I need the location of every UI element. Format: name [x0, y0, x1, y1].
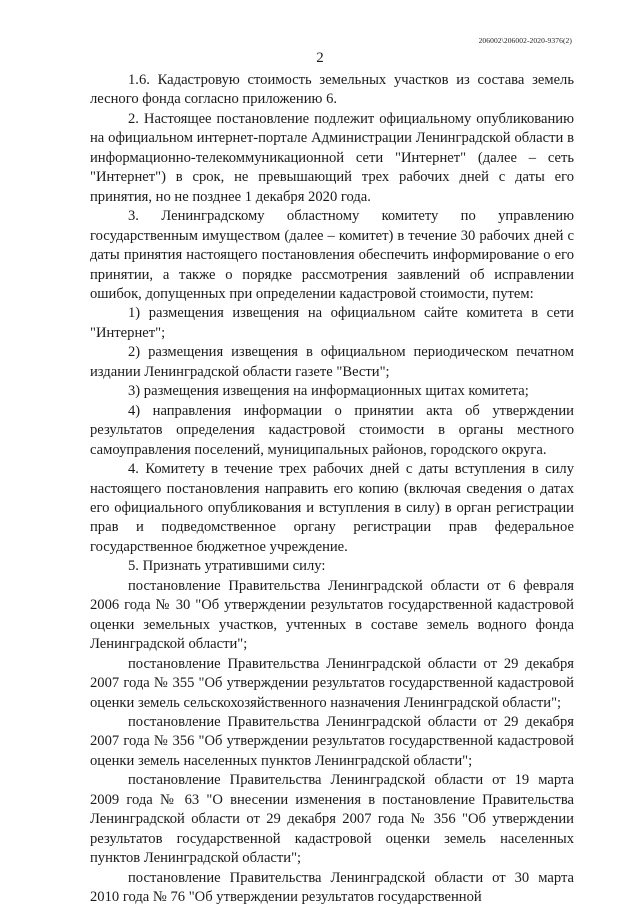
paragraph-2: 2. Настоящее постановление подлежит официальному опубликованию на официальном интернет-портале Администрации Ленинградской области в информационно-телекоммуникационной сети "Интернет" (далее – сеть "Интернет") в срок, не превышающий трех рабочих дней с даты его принятия, но не позднее 1 декабря 2020 года.: [90, 110, 574, 205]
list-item-3-2: 2) размещения извещения в официальном периодическом печатном издании Ленинградской области газете "Вести";: [90, 344, 574, 380]
repealed-act-3: постановление Правительства Ленинградской области от 29 декабря 2007 года № 356 "Об утверждении результатов государственной кадастровой оценки земель населенных пунктов Ленинградской области";: [90, 713, 574, 769]
document-body: [90, 71, 574, 907]
page-number: 2: [316, 50, 324, 66]
list-item-3-4: 4) направления информации о принятии акта об утверждении результатов определения кадастровой стоимости в органы местного самоуправления поселений, муниципальных районов, городского округа.: [90, 402, 574, 458]
paragraph-1-6: 1.6. Кадастровую стоимость земельных участков из состава земель лесного фонда согласно приложению 6.: [90, 72, 574, 108]
paragraph-5: 5. Признать утратившими силу:: [128, 558, 326, 575]
list-item-3-1: 1) размещения извещения на официальном сайте комитета в сети "Интернет";: [90, 305, 574, 341]
repealed-act-4: постановление Правительства Ленинградской области от 19 марта 2009 года № 63 "О внесении изменения в постановление Правительства Ленинградской области от 29 декабря 2007 года № 356 "Об утверждении результатов государственной кадастровой оценки земель населенных пунктов Ленинградской области";: [90, 772, 574, 867]
repealed-act-1: постановление Правительства Ленинградской области от 6 февраля 2006 года № 30 "Об утверждении результатов государственной кадастровой оценки земельных участков, учтенных в составе земель водного фонда Ленинградской области";: [90, 577, 574, 653]
paragraph-3: 3. Ленинградскому областному комитету по управлению государственным имуществом (далее – комитет) в течение 30 рабочих дней с даты принятия настоящего постановления обеспечить информирование о его принятии, а также о порядке рассмотрения заявлений об исправлении ошибок, допущенных при определении кадастровой стоимости, путем:: [90, 208, 574, 302]
document-id: 206002\206002-2020-9376(2): [478, 36, 572, 45]
repealed-act-5: постановление Правительства Ленинградской области от 30 марта 2010 года № 76 "Об утверждении результатов государственной: [90, 869, 574, 906]
repealed-act-2: постановление Правительства Ленинградской области от 29 декабря 2007 года № 355 "Об утверждении результатов государственной кадастровой оценки земель сельскохозяйственного назначения Ленинградской области";: [90, 655, 574, 711]
list-item-3-3: 3) размещения извещения на информационных щитах комитета;: [128, 383, 529, 400]
paragraph-4: 4. Комитету в течение трех рабочих дней с даты вступления в силу настоящего постановления направить его копию (включая сведения о датах его официального опубликования и вступления в силу) в орган регистрации прав и подведомственное органу регистрации прав федеральное государственное бюджетное учреждение.: [90, 461, 574, 555]
